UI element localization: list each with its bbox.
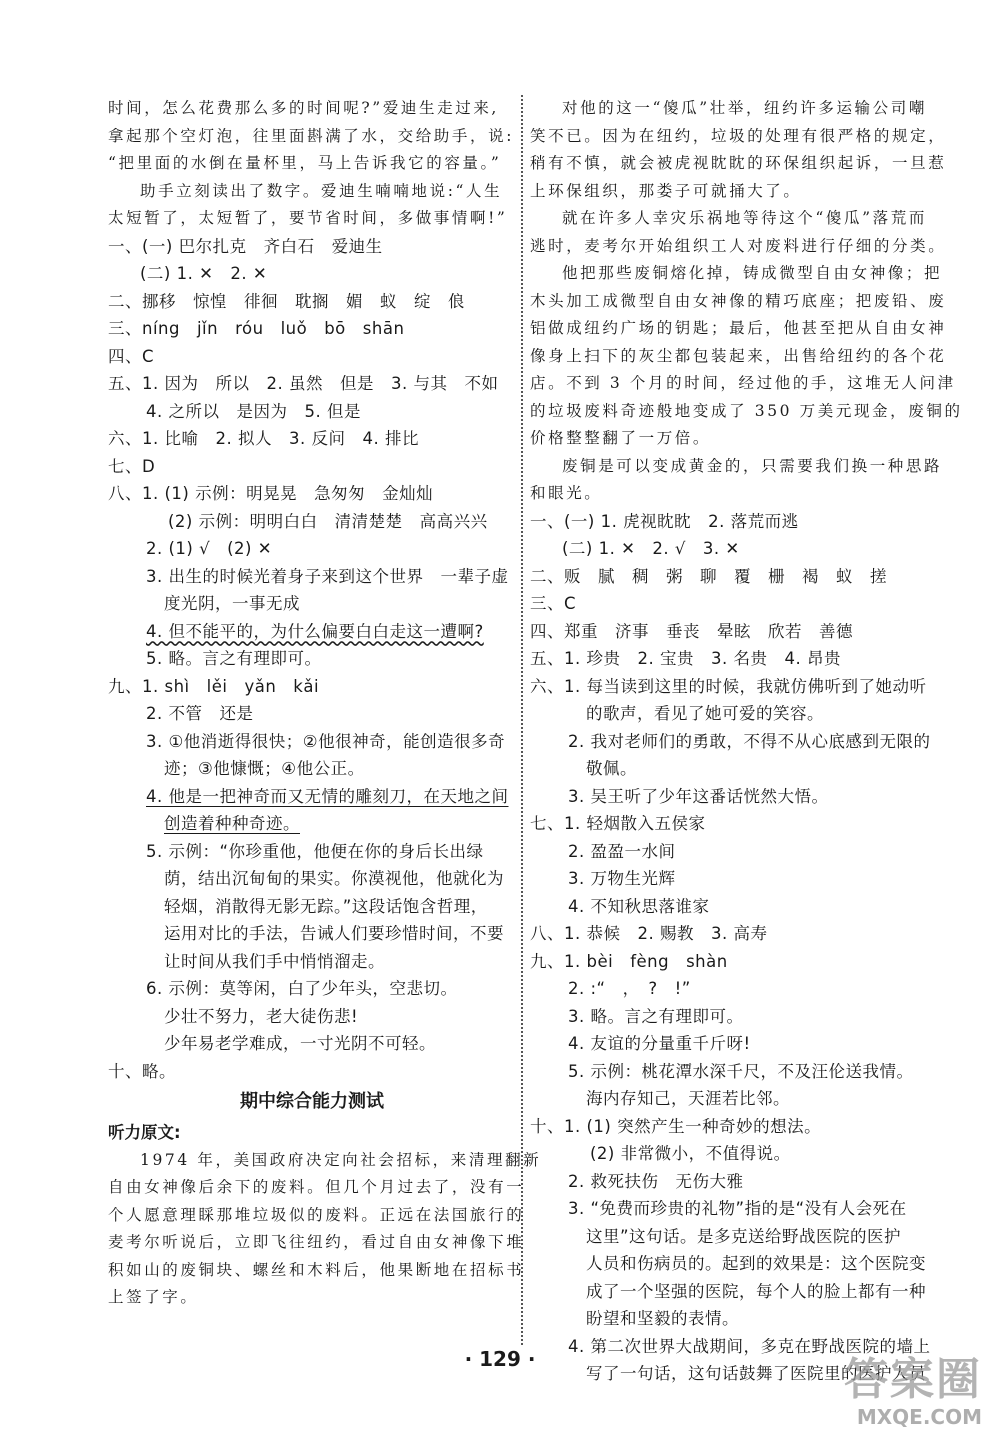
answer-line: 六、1. 每当读到这里的时候，我就仿佛听到了她动听: [530, 676, 927, 696]
answer-line: 2. :“ ， ? !”: [568, 979, 691, 998]
answer-line: 十、略。: [108, 1061, 176, 1081]
answer-line: 3. 略。言之有理即可。: [568, 1006, 744, 1026]
text-line: 的垃圾废料奇迹般地变成了 350 万美元现金，废铜的: [530, 401, 963, 420]
listening-label: 听力原文:: [108, 1123, 181, 1142]
answer-line: 迹；③他慷慨；④他公正。: [164, 759, 365, 778]
text-line: 拿起那个空灯泡，往里面斟满了水，交给助手，说:: [108, 126, 515, 145]
answer-line: 2. 我对老师们的勇敢，不得不从心底感到无限的: [568, 731, 931, 751]
underlined-answer: 创造着种种奇迹。: [164, 814, 300, 833]
answer-line: 3. 出生的时候光着身子来到这个世界 一辈子虚: [146, 566, 509, 586]
text-line: 稍有不慎，就会被虎视眈眈的环保组织起诉，一旦惹: [530, 154, 947, 172]
answer-line: 4. 之所以 是因为 5. 但是: [146, 401, 361, 421]
left-column: [108, 95, 542, 1312]
answer-line: 5. 示例：桃花潭水深千尺，不及汪伦送我情。: [568, 1061, 914, 1081]
answer-line: 6. 示例：莫等闲，白了少年头，空悲切。: [146, 979, 458, 998]
text-line: 像身上扫下的灰尘都包装起来，出售给纽约的各个花: [530, 346, 947, 365]
wavy-underlined-answer: 4. 但不能平的，为什么偏要白白走这一遭啊?: [146, 621, 484, 641]
answer-line: 度光阴，一事无成: [164, 594, 300, 613]
answer-line: 运用对比的手法，告诫人们要珍惜时间，不要: [164, 924, 504, 943]
answer-line: 5. 略。言之有理即可。: [146, 649, 322, 668]
answer-line: 2. 救死扶伤 无伤大雅: [568, 1171, 744, 1191]
text-line: 麦考尔听说后，立即飞往纽约，看过自由女神像下堆: [108, 1233, 525, 1251]
text-line: 他把那些废铜熔化掉，铸成微型自由女神像；把: [562, 264, 943, 282]
answer-line: 八、1. 恭候 2. 赐教 3. 高寿: [530, 924, 768, 943]
answer-line: 荫，结出沉甸甸的果实。你漠视他，他就化为: [164, 869, 504, 888]
text-line: 逃时，麦考尔开始组织工人对废料进行仔细的分类。: [530, 236, 947, 255]
answer-line: 人员和伤病员的。起到的效果是：这个医院变: [586, 1254, 926, 1273]
answer-line: 少年易老学难成，一寸光阴不可轻。: [164, 1034, 436, 1053]
answer-line: 二、贩 腻 稠 粥 聊 覆 栅 褐 蚁 搓: [530, 566, 887, 586]
answer-line: 5. 示例：“你珍重他，他便在你的身后长出绿: [146, 841, 484, 861]
answer-line: 成了一个坚强的医院，每个人的脸上都有一种: [586, 1281, 926, 1301]
answer-line: 八、1. (1) 示例：明晃晃 急匆匆 金灿灿: [108, 484, 434, 503]
answer-line: (2) 非常微小，不值得说。: [590, 1144, 791, 1163]
answer-line: 一、(一) 1. 虎视眈眈 2. 落荒而逃: [530, 511, 799, 531]
text-line: 就在许多人幸灾乐祸地等待这个“傻瓜”落荒而: [562, 209, 927, 227]
answer-line: 三、C: [530, 594, 577, 613]
text-line: 上签了字。: [108, 1288, 199, 1306]
answer-line: 轻烟，消散得无影无踪。”这段话饱含哲理，: [164, 896, 488, 916]
text-line: 上环保组织，那娄子可就捅大了。: [530, 181, 802, 200]
answer-line: 2. 盈盈一水间: [568, 841, 676, 861]
answer-line: 的歌声，看见了她可爱的笑容。: [586, 704, 824, 723]
underlined-answer: 4. 他是一把神奇而又无情的雕刻刀，在天地之间: [146, 786, 509, 806]
answer-line: (2) 示例：明明白白 清清楚楚 高高兴兴: [168, 511, 488, 531]
watermark-title: 答案圈: [844, 1354, 982, 1405]
answer-line: 3. ①他消逝得很快；②他很神奇，能创造很多奇: [146, 731, 506, 751]
text-line: 1974 年，美国政府决定向社会招标，来清理翻新: [140, 1150, 542, 1169]
answer-line: 敬佩。: [586, 759, 637, 778]
answer-line: 写了一句话，这句话鼓舞了医院里的医护人员: [586, 1364, 926, 1383]
answer-line: 4. 不知秋思落谁家: [568, 896, 710, 916]
text-line: 价格整整翻了一万倍。: [530, 429, 712, 447]
text-line: 积如山的废铜块、螺丝和木料后，他果断地在招标书: [108, 1260, 525, 1279]
answer-line: 十、1. (1) 突然产生一种奇妙的想法。: [530, 1116, 822, 1136]
answer-line: 六、1. 比喻 2. 拟人 3. 反问 4. 排比: [108, 429, 419, 448]
answer-line: 四、郑重 济事 垂丧 晕眩 欣若 善德: [530, 621, 853, 641]
text-line: 笑不已。因为在纽约，垃圾的处理有很严格的规定，: [530, 126, 947, 145]
answer-line: [108, 783, 516, 811]
text-line: 铝做成纽约广场的钥匙；最后，他甚至把从自由女神: [530, 319, 947, 337]
answer-line: 让时间从我们手中悄悄溜走。: [164, 951, 385, 971]
answer-line: 一、(一) 巴尔扎克 齐白石 爱迪生: [108, 236, 383, 256]
text-line: 助手立刻读出了数字。爱迪生喃喃地说:“人生: [140, 181, 503, 200]
answer-line: 五、1. 珍贵 2. 宝贵 3. 名贵 4. 昂贵: [530, 649, 841, 668]
answer-line: 3. “免费而珍贵的礼物”指的是“没有人会死在: [568, 1199, 907, 1218]
answer-line: 4. 友谊的分量重千斤呀!: [568, 1034, 751, 1053]
answer-line: 七、1. 轻烟散入五侯家: [530, 814, 706, 833]
text-line: 木头加工成微型自由女神像的精巧底座；把废铅、废: [530, 291, 947, 310]
answer-line: 三、níng jǐn róu luǒ bō shān: [108, 319, 405, 338]
answer-line: 二、挪移 惊惶 徘徊 耽搁 媚 蚁 绽 俍: [108, 291, 465, 311]
text-line: 店。不到 3 个月的时间，经过他的手，这堆无人问津: [530, 374, 956, 392]
answer-line: 少壮不努力，老大徒伤悲!: [164, 1006, 359, 1026]
answer-line: 七、D: [108, 456, 156, 476]
page-number: · 129 ·: [464, 1347, 536, 1371]
answer-line: (二) 1. ✕ 2. ✕: [140, 264, 268, 283]
answer-line: 这里”这句话。是多克送给野战医院的医护: [586, 1226, 902, 1246]
answer-line: [108, 618, 516, 646]
answer-line: 2. (1) √ (2) ✕: [146, 539, 273, 558]
text-line: 和眼光。: [530, 484, 603, 502]
text-line: 对他的这一“傻瓜”壮举，纽约许多运输公司嘲: [562, 99, 927, 117]
answer-line: [108, 810, 516, 838]
watermark-domain: MXQE.COM: [856, 1405, 982, 1429]
watermark-logo: [777, 1355, 982, 1433]
text-line: 废铜是可以变成黄金的，只需要我们换一种思路: [562, 456, 943, 475]
text-line: 个人愿意理睬那堆垃圾似的废料。正远在法国旅行的: [108, 1205, 525, 1224]
answer-line: 2. 不管 还是: [146, 704, 254, 723]
text-line: 自由女神像后余下的废料。但几个月过去了，没有一: [108, 1178, 525, 1196]
answer-line: (二) 1. ✕ 2. √ 3. ✕: [562, 539, 740, 558]
answer-line: 四、C: [108, 346, 155, 366]
answer-line: 五、1. 因为 所以 2. 虽然 但是 3. 与其 不如: [108, 374, 499, 393]
text-line: 时间，怎么花费那么多的时间呢?”爱迪生走过来,: [108, 99, 499, 117]
text-line: “把里面的水倒在量杯里，马上告诉我它的容量。”: [108, 154, 502, 172]
answer-line: 九、1. bèi fèng shàn: [530, 951, 728, 971]
answer-line: 盼望和坚毅的表情。: [586, 1309, 739, 1328]
answer-line: 4. 第二次世界大战期间，多克在野战医院的墙上: [568, 1336, 931, 1356]
answer-line: 海内存知己，天涯若比邻。: [586, 1089, 790, 1108]
answer-line: 3. 吴王听了少年这番话恍然大悟。: [568, 786, 829, 806]
section-title: 期中综合能力测试: [240, 1091, 384, 1112]
answer-line: 九、1. shì lěi yǎn kǎi: [108, 676, 320, 696]
text-line: 太短暂了，太短暂了，要节省时间，多做事情啊!”: [108, 209, 508, 227]
answer-line: 3. 万物生光辉: [568, 869, 676, 888]
